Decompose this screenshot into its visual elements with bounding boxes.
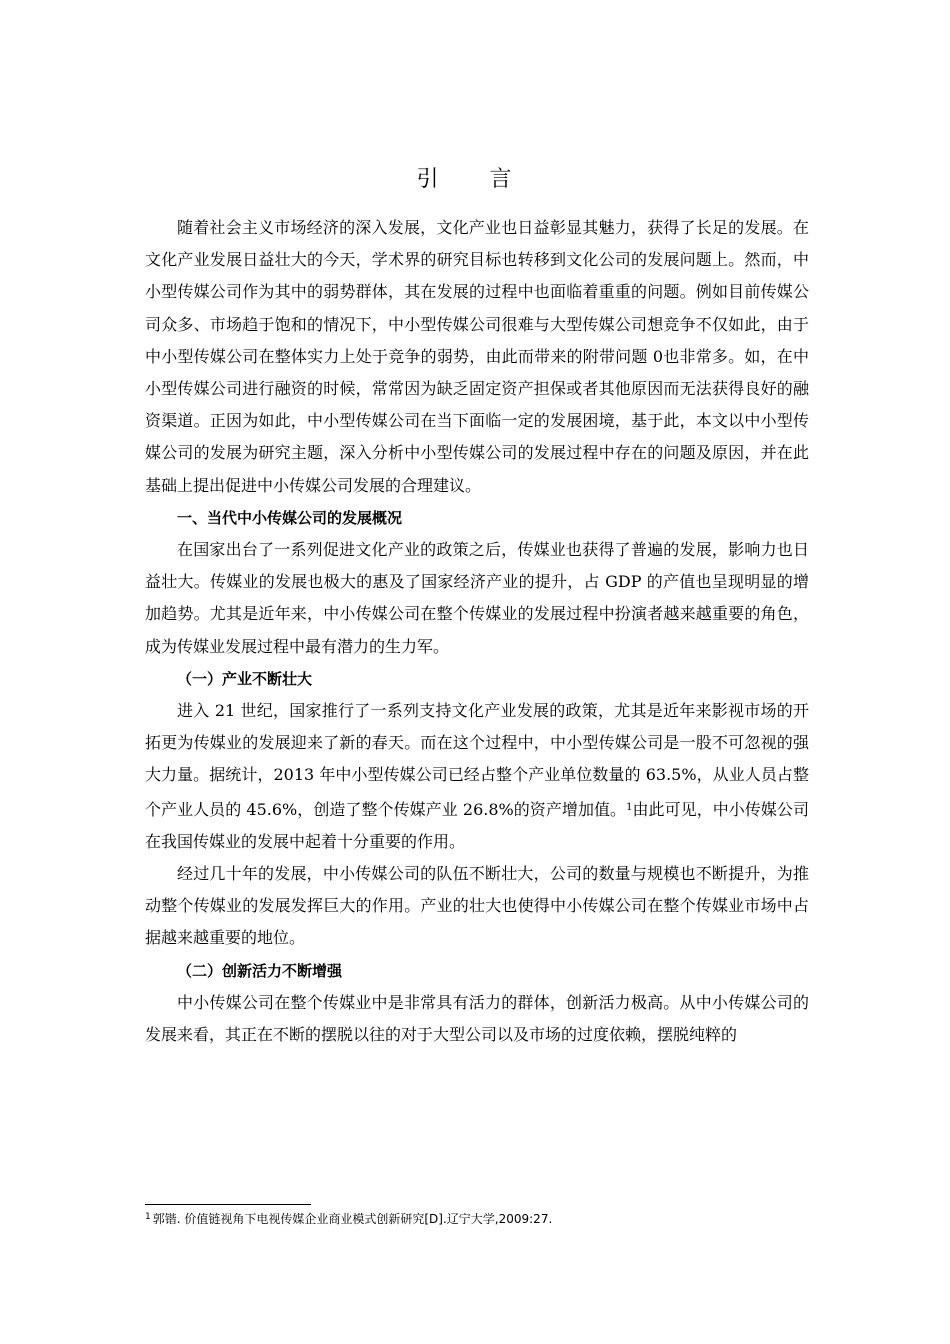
paragraph-team-growth: 经过几十年的发展，中小传媒公司的队伍不断壮大，公司的数量与规模也不断提升，为推动整个传媒业的发展发挥巨大的作用。产业的壮大也使得中小传媒公司在整个传媒业市场中占据越来越重要的地位。 bbox=[145, 864, 809, 948]
paragraph-overview: 在国家出台了一系列促进文化产业的政策之后，传媒业也获得了普遍的发展，影响力也日益壮大。传媒业的发展也极大的惠及了国家经济产业的提升，占 GDP 的产值也呈现明显的增加趋势。尤其是近年来，中小传媒公司在整个传媒业的发展过程中扮演者越来越重要的角色，成为传媒业发展过程中最有潜力的生力军。 bbox=[145, 540, 809, 656]
document-body bbox=[145, 212, 809, 1051]
paragraph-text-continued: 由此可见，中小传媒公司在我国传媒业的发展中起着十分重要的作用。 bbox=[145, 799, 809, 851]
section-heading-1: 一、当代中小传媒公司的发展概况 bbox=[177, 508, 403, 527]
footnote-text: 郭锴. 价值链视角下电视传媒企业商业模式创新研究[D].辽宁大学,2009:27. bbox=[152, 1212, 553, 1226]
footnote-separator bbox=[145, 1204, 311, 1205]
paragraph-intro: 随着社会主义市场经济的深入发展，文化产业也日益彰显其魅力，获得了长足的发展。在文化产业发展日益壮大的今天，学术界的研究目标也转移到文化公司的发展问题上。然而，中小型传媒公司作为其中的弱势群体，其在发展的过程中也面临着重重的问题。例如目前传媒公司众多、市场趋于饱和的情况下，中小型传媒公司很难与大型传媒公司想竞争不仅如此，由于中小型传媒公司在整体实力上处于竞争的弱势，由此而带来的附带问题 0也非常多。如，在中小型传媒公司进行融资的时候，常常因为缺乏固定资产担保或者其他原因而无法获得良好的融资渠道。正因为如此，中小型传媒公司在当下面临一定的发展困境，基于此，本文以中小型传媒公司的发展为研究主题，深入分析中小型传媒公司的发展过程中存在的问题及原因，并在此基础上提出促进中小传媒公司发展的合理建议。 bbox=[145, 218, 809, 495]
page-title: 引 言 bbox=[416, 167, 534, 192]
footnote-reference[interactable]: 1 bbox=[626, 801, 633, 813]
subsection-heading-2: （二）创新活力不断增强 bbox=[177, 961, 343, 980]
footnote-mark: 1 bbox=[145, 1212, 151, 1222]
paragraph-text: 进入 21 世纪，国家推行了一系列支持文化产业发展的政策，尤其是近年来影视市场的开拓更为传媒业的发展迎来了新的春天。而在这个过程中，中小型传媒公司是一股不可忽视的强大力量。据统计，2013 年中小型传媒公司已经占整个产业单位数量的 63.5%，从业人员占整个产业人员的 45.6%，创造了整个传媒产业 26.8%的资产增加值。 bbox=[145, 701, 809, 819]
footnote bbox=[145, 1210, 552, 1227]
paragraph-innovation: 中小传媒公司在整个传媒业中是非常具有活力的群体，创新活力极高。从中小传媒公司的发展来看，其正在不断的摆脱以往的对于大型公司以及市场的过度依赖，摆脱纯粹的 bbox=[145, 992, 809, 1045]
subsection-heading-1: （一）产业不断壮大 bbox=[177, 669, 313, 688]
paragraph-industry-growth bbox=[145, 695, 809, 858]
